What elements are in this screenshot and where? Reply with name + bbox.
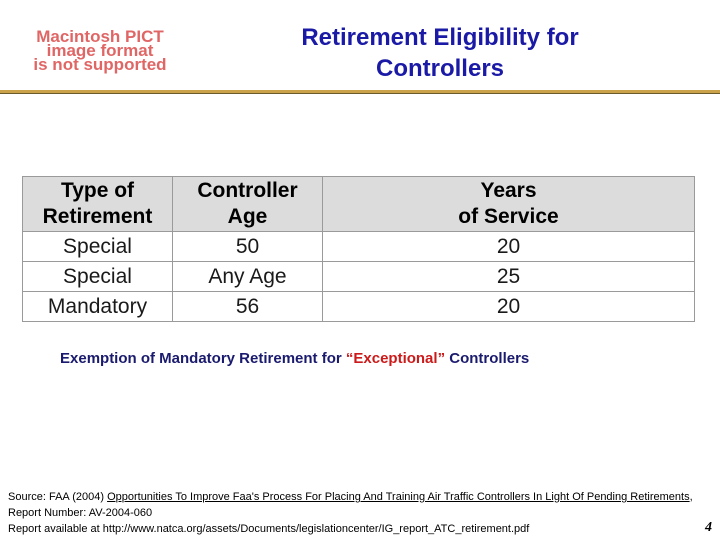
title-line-1: Retirement Eligibility for (301, 24, 579, 51)
cell-type: Special (23, 262, 173, 292)
slide-title (240, 22, 640, 84)
table-row (23, 232, 695, 262)
header-age-line2: Age (227, 205, 268, 228)
cell-type: Mandatory (23, 292, 173, 322)
source-report-title: Opportunities To Improve Faa's Process For Placing And Training Air Traffic Controllers In Light Of Pending Retirements (107, 491, 690, 503)
cell-age: 56 (173, 292, 323, 322)
header-type (23, 177, 173, 232)
cell-years: 20 (323, 292, 695, 322)
header-age-line1: Controller (197, 179, 298, 202)
table-row (23, 292, 695, 322)
header-age (173, 177, 323, 232)
header-type-line2: Retirement (42, 205, 153, 228)
exemption-text: Exemption of Mandatory Retirement for (60, 350, 346, 367)
exemption-highlight: “Exceptional” (345, 350, 446, 367)
source-prefix: Source: FAA (2004) (8, 491, 108, 503)
pict-placeholder-image (2, 27, 198, 74)
cell-age: Any Age (173, 262, 323, 292)
source-report-number: , Report Number: AV-2004-060 (8, 491, 693, 519)
header-years (323, 177, 695, 232)
title-line-2: Controllers (375, 55, 504, 82)
exemption-text-end: Controllers (445, 350, 530, 367)
cell-years: 20 (323, 232, 695, 262)
retirement-table (22, 176, 694, 322)
header-type-line1: Type of (60, 179, 135, 202)
source-availability: Report available at http://www.natca.org/assets/Documents/legislationcenter/IG_report_ATC_retirement.pdf (8, 523, 530, 535)
header-years-line2: of Service (458, 205, 559, 228)
placeholder-line: is not supported (33, 55, 167, 74)
exemption-note (60, 350, 700, 367)
cell-years: 25 (323, 262, 695, 292)
placeholder-line: Macintosh PICT (36, 27, 164, 46)
placeholder-line: image format (46, 41, 154, 60)
table-row (23, 262, 695, 292)
source-citation (8, 489, 698, 537)
table-header-row (23, 177, 695, 232)
cell-age: 50 (173, 232, 323, 262)
header-years-line1: Years (480, 179, 537, 202)
title-divider (0, 90, 720, 94)
page-number: 4 (705, 520, 712, 535)
cell-type: Special (23, 232, 173, 262)
